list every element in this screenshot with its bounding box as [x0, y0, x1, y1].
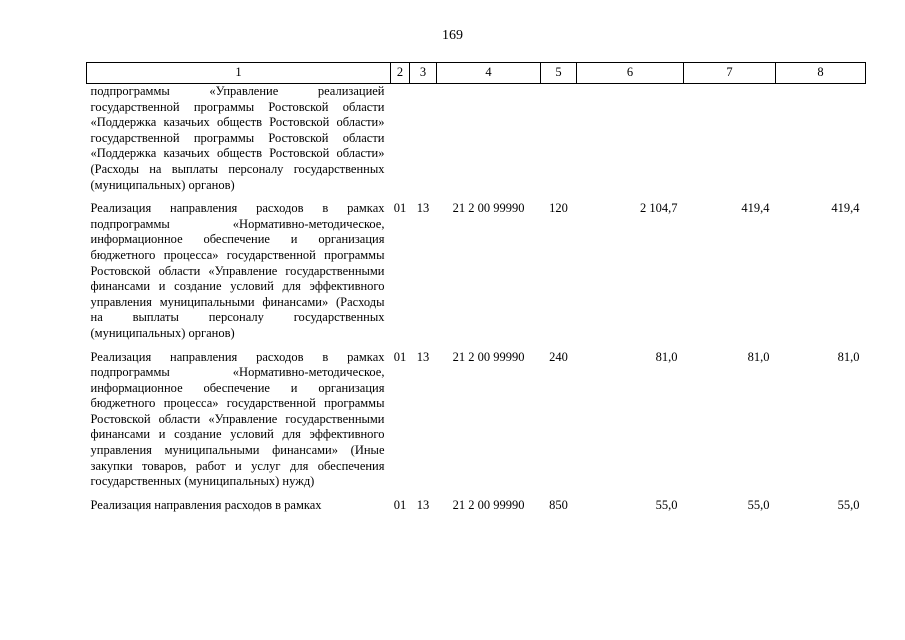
cell-target-article: 21 2 00 99990 — [452, 201, 525, 216]
header-col-8: 8 — [776, 63, 866, 84]
cell-section: 01 — [393, 497, 407, 512]
cell-amount-col7: 419,4 — [741, 201, 770, 216]
header-col-2: 2 — [391, 63, 410, 84]
row-description: Реализация направления расходов в рамках подпрограммы «Нормативно-методическое, информационное обеспечение и организация бюджетного процесса» государственной программы Ростовской области «Управление государственными финансами и создание условий для эффективного управления муниципальными финансами» (Иные закупки товаров, работ и услуг для обеспечения государственных (муниципальных) нужд) — [90, 349, 385, 489]
cell-amount-col8: 419,4 — [831, 201, 860, 216]
cell-expense-type: 850 — [549, 497, 568, 512]
row-description: подпрограммы «Управление реализацией государственной программы Ростовской области «Поддержка казачьих обществ Ростовской области» государственной программы Ростовской области «Поддержка казачьих обществ Ростовской области» (Расходы на выплаты персоналу государственных (муниципальных) органов) — [90, 84, 385, 192]
cell-expense-type: 120 — [549, 201, 568, 216]
cell-target-article: 21 2 00 99990 — [452, 497, 525, 512]
row-description: Реализация направления расходов в рамках подпрограммы «Нормативно-методическое, информационное обеспечение и организация бюджетного процесса» государственной программы Ростовской области «Управление государственными финансами и создание условий для эффективного управления муниципальными финансами» (Расходы на выплаты персоналу государственных (муниципальных) органов) — [90, 201, 385, 340]
cell-target-article: 21 2 00 99990 — [452, 349, 525, 364]
header-col-7: 7 — [684, 63, 776, 84]
header-row — [87, 63, 866, 84]
cell-amount-col8: 55,0 — [837, 497, 860, 512]
cell-amount-col7: 81,0 — [747, 349, 770, 364]
cell-amount-col6: 55,0 — [655, 497, 678, 512]
cell-amount-col7: 55,0 — [747, 497, 770, 512]
cell-section: 01 — [393, 349, 407, 364]
cell-subsection: 13 — [416, 497, 430, 512]
cell-subsection: 13 — [416, 349, 430, 364]
header-col-1: 1 — [87, 63, 391, 84]
cell-subsection: 13 — [416, 201, 430, 216]
table-row — [87, 498, 866, 522]
cell-amount-col6: 2 104,7 — [640, 201, 678, 216]
header-col-6: 6 — [577, 63, 684, 84]
header-col-4: 4 — [437, 63, 541, 84]
cell-amount-col8: 81,0 — [837, 349, 860, 364]
cell-section: 01 — [393, 201, 407, 216]
cell-expense-type: 240 — [549, 349, 568, 364]
table-row — [87, 350, 866, 498]
budget-table — [86, 62, 866, 521]
header-col-3: 3 — [410, 63, 437, 84]
row-description: Реализация направления расходов в рамках — [90, 497, 322, 512]
table-row — [87, 201, 866, 349]
table-row-continuation — [87, 84, 866, 202]
page-number: 169 — [442, 28, 463, 43]
header-col-5: 5 — [541, 63, 577, 84]
cell-amount-col6: 81,0 — [655, 349, 678, 364]
